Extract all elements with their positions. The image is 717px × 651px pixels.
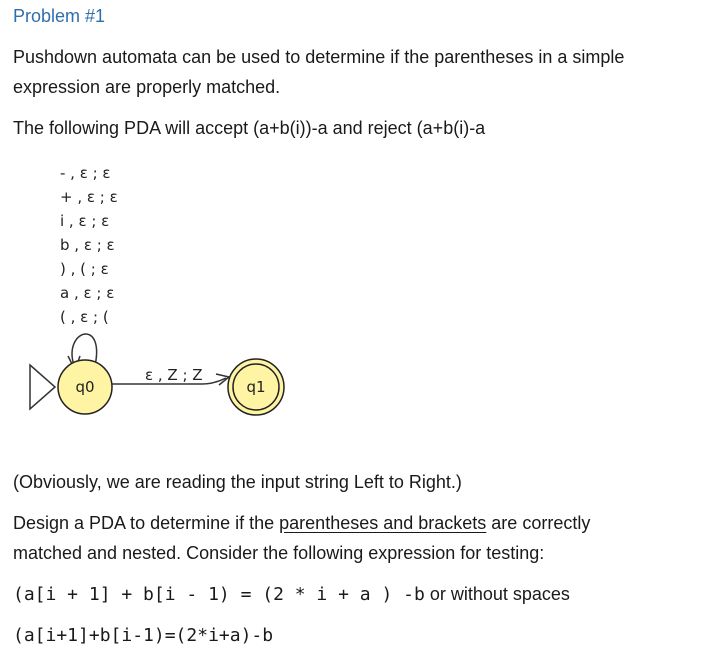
state-q1-label: q1 — [246, 378, 266, 396]
start-state-triangle — [30, 365, 55, 409]
loop-label-5: ) , ( ; ε — [60, 260, 109, 278]
loop-label-4: b , ε ; ε — [60, 236, 115, 254]
intro-line-1: Pushdown automata can be used to determine if the parentheses in a simple — [13, 47, 625, 67]
self-loop-labels — [60, 164, 118, 326]
loop-label-6: a , ε ; ε — [60, 284, 115, 302]
loop-label-3: i , ε ; ε — [60, 212, 110, 230]
pda-statement: The following PDA will accept (a+b(i))-a and reject (a+b(i)-a — [13, 118, 486, 138]
pda-diagram — [0, 160, 320, 420]
state-q0-label: q0 — [75, 378, 95, 396]
task-line-2: matched and nested. Consider the following expression for testing: — [13, 543, 545, 563]
transition-label: ε , Z ; Z — [145, 366, 203, 384]
intro-line-2: expression are properly matched. — [13, 77, 281, 97]
task-prefix: Design a PDA to determine if the — [13, 513, 280, 533]
expression-compact: (a[i+1]+b[i-1)=(2*i+a)-b — [13, 625, 274, 646]
task-underlined-phrase: parentheses and brackets — [279, 513, 487, 533]
expression-spaced-suffix: or without spaces — [424, 584, 570, 604]
expression-spaced: (a[i + 1] + b[i - 1) = (2 * i + a ) -b — [13, 584, 425, 605]
problem-heading: Problem #1 — [13, 6, 106, 26]
task-line-1 — [13, 508, 590, 538]
expression-spaced-line — [13, 579, 570, 610]
loop-label-1: - , ε ; ε — [60, 164, 111, 182]
task-suffix: are correctly — [486, 513, 591, 533]
loop-label-2: + , ε ; ε — [60, 188, 118, 206]
expression-compact-line — [13, 620, 273, 651]
reading-note: (Obviously, we are reading the input string Left to Right.) — [13, 472, 462, 492]
loop-label-7: ( , ε ; ( — [60, 308, 109, 326]
